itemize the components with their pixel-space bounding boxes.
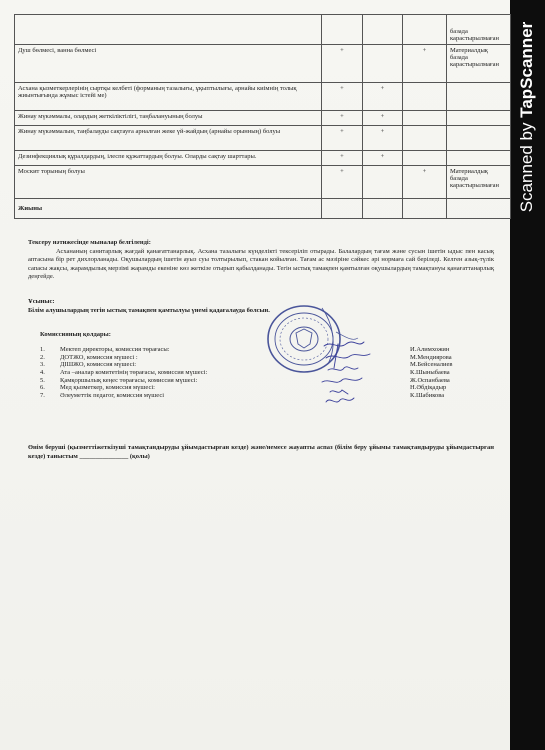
member-name: М.Мендиярова [410, 353, 452, 361]
acknowledgement-text: Өнім беруші (қызметтіжеткізуші тамақтандыруды ұйымдастырған кезде) және/немесе жауапты аспаз (білім беру ұйымы тамақтандыруды ұйымдастырған кезде) таныстым [28, 444, 494, 460]
list-item [40, 346, 480, 354]
member-name: Ж.Оспанбаева [410, 376, 450, 384]
table-cell-mark: + [363, 111, 403, 126]
table-cell-mark: + [363, 126, 403, 151]
table-cell-mark [403, 126, 447, 151]
table-cell-mark [403, 15, 447, 45]
scanner-watermark-bar [510, 0, 545, 750]
findings-text: Асхананың санитарлық жағдай қанағаттанарлық. Асхана тазалығы күнделікті тексеріліп отырады. Балалардың тағам және сусын ішетін ыдыс пен касық аптасына бір рет дихлорланады. Оқушылардың ішетін ауыз суы толтырылып, стакан койылған. Тағам ас мәзіріне сәйкес әрі нормаға сай беріледі. Келген азық-түлік сапасы жақсы, жарамдылық мерзімі жарамды екеніне көз жеткізе отырып қабылданады. Тегін ыстық тамақпен қамтылған оқушылардың тамақтануы қанағаттанарлық деңгейде. [28, 247, 494, 280]
table-cell-mark [403, 83, 447, 111]
member-role: ДОТЖО, комиссия мүшесі : [60, 353, 138, 361]
table-cell-note [447, 83, 511, 111]
table-cell-note [447, 151, 511, 166]
list-item [40, 361, 480, 369]
table-cell-note [447, 111, 511, 126]
member-role: Әлеуметтік педагог, комиссия мүшесі [60, 392, 165, 400]
table-cell-mark: + [322, 45, 363, 83]
table-cell-mark [322, 199, 363, 219]
table-cell-mark: + [363, 83, 403, 111]
commission-list [40, 346, 480, 400]
table-cell-note [447, 126, 511, 151]
table-cell-total-label: Жиыны [15, 199, 322, 219]
scanner-watermark: Scanned by TapScanner [517, 21, 536, 213]
member-number: 4. [40, 369, 45, 377]
table-cell-mark [363, 166, 403, 199]
findings-heading: Тексеру нәтижесінде мыналар белгіленді: [28, 239, 151, 246]
signatures [318, 338, 386, 418]
list-item [40, 392, 480, 400]
table-cell-note: Материалдық базада карастырылмаған [447, 45, 511, 83]
list-item [40, 369, 480, 377]
member-role: Қамқоршылық кеңес төрағасы, комиссия мүшесі: [60, 376, 198, 384]
table-row [15, 151, 511, 166]
table-cell-mark: + [322, 166, 363, 199]
member-number: 6. [40, 384, 45, 392]
signature-line: _______________ [79, 452, 129, 460]
list-item [40, 384, 480, 392]
member-name: И.Алимхожин [410, 346, 450, 353]
member-role: Мед қызметкер, комиссия мүшесі: [60, 384, 155, 392]
table-cell-note: Материалдық базада карастырылмаған [447, 166, 511, 199]
member-number: 1. [40, 346, 45, 353]
member-role: ДІШЖО, комиссия мүшесі: [60, 361, 137, 369]
member-name: К.Шабикова [410, 392, 445, 400]
table-cell-mark: + [403, 45, 447, 83]
table-cell-mark [363, 45, 403, 83]
table-cell-mark [363, 15, 403, 45]
member-name: Н.Әбдіқадыр [410, 384, 447, 392]
proposal-text: Білім алушылардың тегін ыстық тамақпен қамтылуы үнемі қадағалауда болсын. [28, 306, 270, 314]
table-cell-mark [403, 111, 447, 126]
member-role: Мектеп директоры, комиссия төрағасы: [60, 346, 170, 353]
table-cell-note [447, 199, 511, 219]
member-number: 5. [40, 376, 45, 384]
table-cell-label: Душ бөлмесі, ванна бөлмесі [15, 45, 322, 83]
list-item [40, 377, 480, 385]
table-cell-mark: + [322, 83, 363, 111]
commission-heading: Комиссияның қолдары: [40, 331, 111, 338]
member-number: 3. [40, 361, 45, 369]
proposal-section [28, 298, 494, 315]
table-cell-label: Дезинфекциялық құралдардың, ілеспе құжаттардың болуы. Оларды сақтау шарттары. [15, 151, 322, 166]
table-cell-mark [403, 199, 447, 219]
member-number: 7. [40, 392, 45, 400]
acknowledgement-block [28, 444, 494, 461]
table-cell-mark [403, 151, 447, 166]
table-row [15, 15, 511, 45]
table-row [15, 199, 511, 219]
table-cell-mark: + [363, 151, 403, 166]
table-row [15, 111, 511, 126]
list-item [40, 354, 480, 362]
member-name: К.Шыныбаева [410, 369, 450, 377]
table-cell-label: Москит торының болуы [15, 166, 322, 199]
member-role: Ата –аналар комитетінің төрағасы, комиссия мүшесі: [60, 369, 208, 377]
table-row [15, 166, 511, 199]
table-cell-mark: + [403, 166, 447, 199]
proposal-heading: Ұсыныс: [28, 298, 55, 305]
table-row [15, 83, 511, 111]
table-cell-label: Асхана қызметкерлерінің сыртқы келбеті (форманың тазалығы, ұқыптылығы, арнайы киімнің толық жиынтығында жұмыс істейі ме) [15, 83, 322, 111]
table-row [15, 126, 511, 151]
table-cell-label: Жинау мүкәммалы, олардың жеткіліктілігі, таңбалануының болуы [15, 111, 322, 126]
member-name: М.Бейсеналиев [410, 361, 453, 369]
inspection-table [14, 14, 511, 219]
table-cell-mark: + [322, 151, 363, 166]
signature-label: (қолы) [129, 452, 150, 460]
table-cell-mark [363, 199, 403, 219]
table-row [15, 45, 511, 83]
member-number: 2. [40, 353, 45, 361]
table-cell-note: базада карастырылмаған [447, 15, 511, 45]
table-cell-label: Жинау мүкәммалын, таңбалауды сақтауға арналған жеке үй-жайдың (арнайы орынның) болуы [15, 126, 322, 151]
findings-section [28, 239, 494, 282]
table-cell-label [15, 15, 322, 45]
table-cell-mark: + [322, 126, 363, 151]
table-cell-mark: + [322, 111, 363, 126]
table-cell-mark [322, 15, 363, 45]
